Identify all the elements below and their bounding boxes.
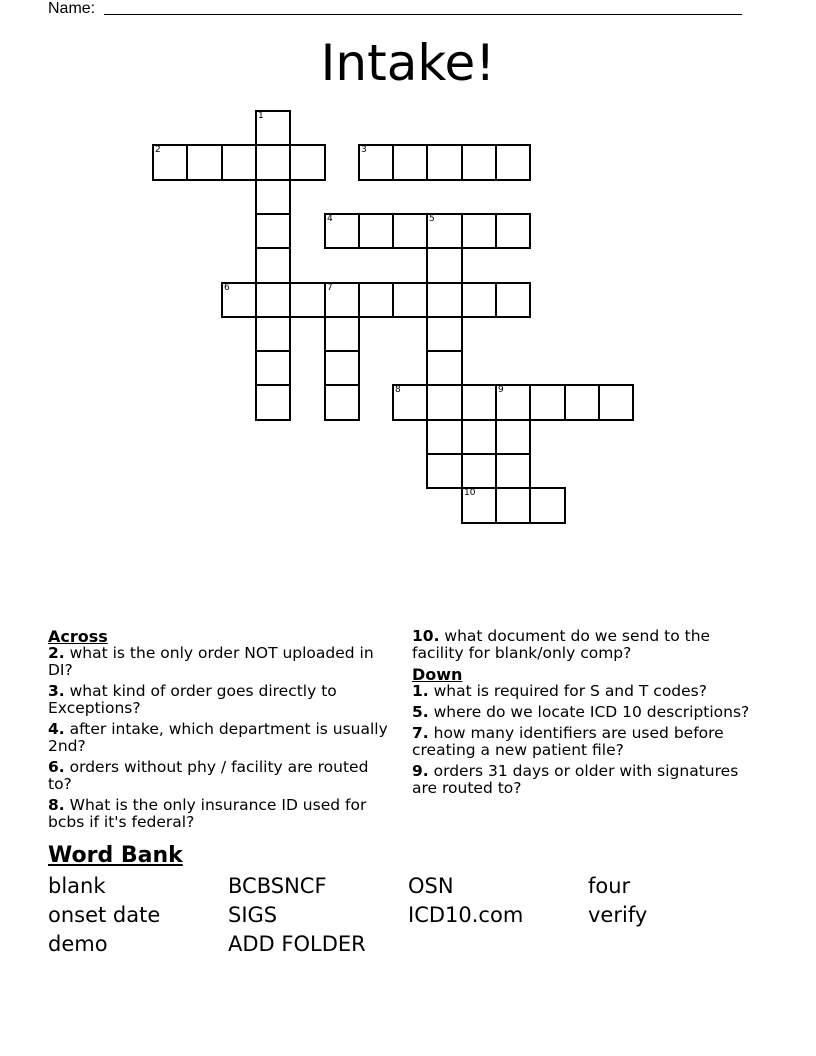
crossword-cell[interactable] — [289, 144, 326, 181]
across-heading: Across — [48, 627, 108, 646]
crossword-cell[interactable] — [392, 282, 428, 318]
crossword-cell[interactable] — [358, 282, 394, 318]
word-bank-item: verify — [588, 903, 648, 927]
clue-number: 3 — [361, 145, 367, 155]
clue-number: 6 — [224, 283, 230, 293]
across-clue: 2. what is the only order NOT uploaded in DI? — [48, 644, 374, 679]
crossword-cell[interactable] — [255, 350, 291, 386]
word-bank-item: SIGS — [228, 903, 278, 927]
clue-number: 2 — [155, 145, 161, 155]
crossword-cell[interactable] — [392, 384, 428, 421]
crossword-cell[interactable] — [461, 419, 497, 455]
across-clue: 6. orders without phy / facility are routed to? — [48, 758, 369, 793]
crossword-cell[interactable] — [426, 144, 463, 181]
crossword-cell[interactable] — [426, 350, 463, 386]
down-clue: 9. orders 31 days or older with signatures are routed to? — [412, 762, 739, 797]
word-bank-item: ADD FOLDER — [228, 932, 366, 956]
clue-number: 7 — [327, 283, 333, 293]
down-clue: 5. where do we locate ICD 10 descriptions? — [412, 703, 750, 721]
crossword-cell[interactable] — [255, 144, 291, 181]
crossword-cell[interactable] — [324, 213, 360, 249]
clue-number: 9 — [498, 385, 504, 395]
crossword-cell[interactable] — [426, 384, 463, 421]
clue-number: 5 — [429, 214, 435, 224]
crossword-cell[interactable] — [255, 110, 291, 146]
word-bank — [48, 872, 768, 959]
word-bank-item: demo — [48, 932, 108, 956]
crossword-cell[interactable] — [358, 144, 394, 181]
crossword-cell[interactable] — [255, 179, 291, 215]
across-clue: 8. What is the only insurance ID used for bcbs if it's federal? — [48, 796, 367, 831]
down-clue: 7. how many identifiers are used before creating a new patient file? — [412, 724, 724, 759]
crossword-cell[interactable] — [221, 282, 257, 318]
word-bank-item: ICD10.com — [408, 903, 524, 927]
crossword-cell[interactable] — [564, 384, 600, 421]
crossword-cell[interactable] — [495, 419, 531, 455]
crossword-cell[interactable] — [461, 282, 497, 318]
crossword-cell[interactable] — [255, 384, 291, 421]
crossword-cell[interactable] — [495, 144, 531, 181]
word-bank-item: onset date — [48, 903, 161, 927]
crossword-cell[interactable] — [495, 213, 531, 249]
down-heading: Down — [412, 665, 463, 684]
word-bank-item: blank — [48, 874, 106, 898]
clue-number: 1 — [258, 111, 264, 121]
crossword-cell[interactable] — [529, 487, 566, 524]
crossword-cell[interactable] — [255, 247, 291, 284]
crossword-cell[interactable] — [598, 384, 634, 421]
clues-column-right — [412, 628, 762, 801]
crossword-cell[interactable] — [426, 247, 463, 284]
crossword-cell[interactable] — [495, 384, 531, 421]
clues-column-left — [48, 628, 388, 835]
word-bank-item: four — [588, 874, 631, 898]
word-bank-item: OSN — [408, 874, 454, 898]
clue-number: 4 — [327, 214, 333, 224]
crossword-cell[interactable] — [324, 282, 360, 318]
down-clue: 1. what is required for S and T codes? — [412, 682, 707, 700]
page-title: Intake! — [320, 34, 496, 92]
across-clue: 10. what document do we send to the facility for blank/only comp? — [412, 627, 711, 662]
crossword-cell[interactable] — [495, 453, 531, 489]
crossword-cell[interactable] — [426, 419, 463, 455]
crossword-cell[interactable] — [289, 282, 326, 318]
clue-number: 8 — [395, 385, 401, 395]
crossword-cell[interactable] — [495, 282, 531, 318]
crossword-cell[interactable] — [324, 384, 360, 421]
crossword-cell[interactable] — [461, 487, 497, 524]
name-label: Name: — [48, 0, 96, 17]
crossword-cell[interactable] — [255, 316, 291, 352]
crossword-cell[interactable] — [186, 144, 223, 181]
crossword-cell[interactable] — [358, 213, 394, 249]
crossword-cell[interactable] — [426, 282, 463, 318]
crossword-cell[interactable] — [152, 144, 188, 181]
clue-number: 10 — [464, 488, 476, 498]
crossword-cell[interactable] — [426, 316, 463, 352]
word-bank-item: BCBSNCF — [228, 874, 327, 898]
crossword-cell[interactable] — [324, 316, 360, 352]
crossword-cell[interactable] — [221, 144, 257, 181]
word-bank-title: Word Bank — [48, 843, 183, 868]
crossword-cell[interactable] — [461, 384, 497, 421]
across-clue: 3. what kind of order goes directly to Exceptions? — [48, 682, 337, 717]
crossword-cell[interactable] — [426, 213, 463, 249]
crossword-cell[interactable] — [461, 453, 497, 489]
crossword-cell[interactable] — [255, 213, 291, 249]
crossword-cell[interactable] — [461, 213, 497, 249]
crossword-cell[interactable] — [392, 144, 428, 181]
crossword-cell[interactable] — [255, 282, 291, 318]
crossword-cell[interactable] — [324, 350, 360, 386]
crossword-cell[interactable] — [529, 384, 566, 421]
crossword-cell[interactable] — [461, 144, 497, 181]
crossword-cell[interactable] — [426, 453, 463, 489]
crossword-cell[interactable] — [392, 213, 428, 249]
crossword-cell[interactable] — [495, 487, 531, 524]
across-clue: 4. after intake, which department is usually 2nd? — [48, 720, 388, 755]
